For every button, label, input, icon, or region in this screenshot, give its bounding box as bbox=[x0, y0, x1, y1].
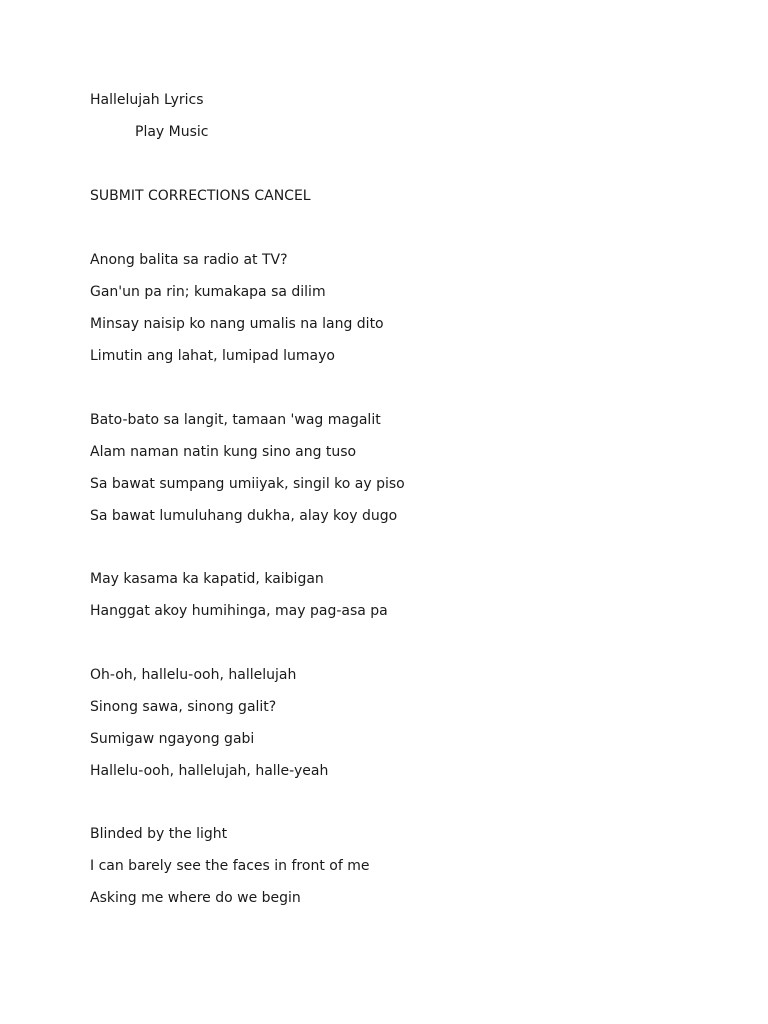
submit-corrections-button[interactable]: SUBMIT CORRECTIONS bbox=[90, 188, 250, 204]
lyric-line: Limutin ang lahat, lumipad lumayo bbox=[90, 348, 335, 364]
lyric-line: I can barely see the faces in front of me bbox=[90, 858, 370, 874]
lyric-line: Sinong sawa, sinong galit? bbox=[90, 699, 277, 715]
cancel-button[interactable]: CANCEL bbox=[254, 188, 311, 204]
lyric-line: Sa bawat lumuluhang dukha, alay koy dugo bbox=[90, 508, 398, 524]
lyric-line: Anong balita sa radio at TV? bbox=[90, 252, 288, 268]
lyric-line: Gan'un pa rin; kumakapa sa dilim bbox=[90, 284, 326, 300]
lyric-line: May kasama ka kapatid, kaibigan bbox=[90, 571, 324, 587]
lyric-line: Alam naman natin kung sino ang tuso bbox=[90, 444, 357, 460]
corrections-actions bbox=[90, 187, 311, 205]
play-music-link[interactable]: Play Music bbox=[135, 124, 209, 140]
lyric-line: Sumigaw ngayong gabi bbox=[90, 731, 255, 747]
lyric-line: Hanggat akoy humihinga, may pag-asa pa bbox=[90, 603, 388, 619]
lyric-line: Oh-oh, hallelu-ooh, hallelujah bbox=[90, 667, 297, 683]
lyric-line: Asking me where do we begin bbox=[90, 890, 301, 906]
lyric-line: Minsay naisip ko nang umalis na lang dito bbox=[90, 316, 384, 332]
lyric-line: Hallelu-ooh, hallelujah, halle-yeah bbox=[90, 763, 329, 779]
lyric-line: Blinded by the light bbox=[90, 826, 228, 842]
lyric-line: Bato-bato sa langit, tamaan 'wag magalit bbox=[90, 412, 381, 428]
page-title: Hallelujah Lyrics bbox=[90, 92, 204, 108]
lyric-line: Sa bawat sumpang umiiyak, singil ko ay piso bbox=[90, 476, 405, 492]
